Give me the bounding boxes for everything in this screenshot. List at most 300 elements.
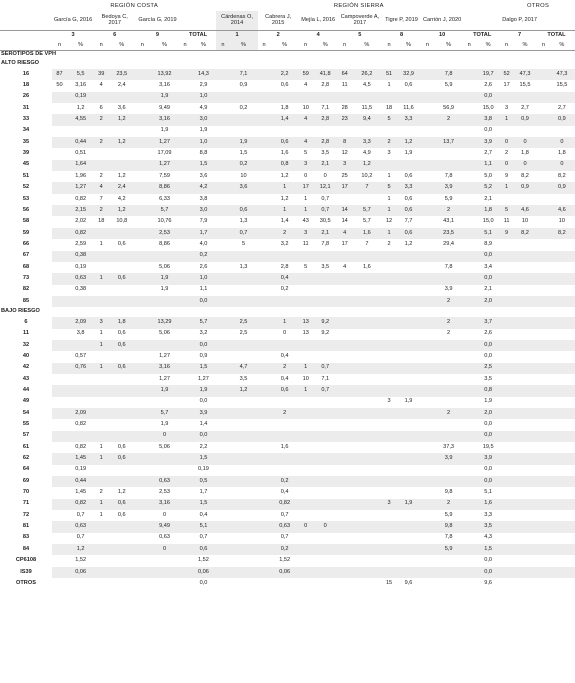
table-cell (538, 126, 549, 137)
table-cell (180, 442, 191, 453)
table-cell (463, 80, 475, 91)
table-cell (512, 363, 538, 374)
table-cell (463, 363, 475, 374)
table-cell (396, 126, 421, 137)
table-cell (512, 317, 538, 328)
table-cell (313, 476, 338, 487)
table-cell (549, 442, 575, 453)
table-cell (108, 544, 135, 555)
table-cell: 51 (382, 69, 396, 80)
table-cell (512, 285, 538, 296)
table-cell (352, 499, 382, 510)
serotype-label: 43 (22, 375, 30, 382)
table-cell (52, 453, 67, 464)
table-cell (382, 487, 396, 498)
table-cell: 9,2 (321, 330, 330, 337)
table-cell: 2 (434, 499, 463, 510)
table-cell (463, 578, 475, 589)
table-cell (135, 126, 149, 137)
table-cell (352, 431, 382, 442)
table-cell (52, 544, 67, 555)
table-cell (258, 148, 271, 159)
table-cell (299, 499, 313, 510)
table-cell: 2 (434, 317, 463, 328)
table-cell (135, 510, 149, 521)
table-cell (463, 499, 475, 510)
table-cell (501, 273, 512, 284)
table-cell (67, 578, 94, 589)
table-cell (512, 510, 538, 521)
table-cell (421, 137, 434, 148)
table-cell (421, 499, 434, 510)
table-cell (52, 431, 67, 442)
table-cell: 1,9 (404, 398, 413, 405)
table-cell (549, 465, 575, 476)
table-cell: 7 (99, 195, 103, 202)
table-cell (549, 499, 575, 510)
table-cell (421, 160, 434, 171)
table-cell (512, 487, 538, 498)
table-cell: 2,7 (521, 104, 529, 111)
table-cell: 1,1 (475, 160, 501, 171)
table-cell (313, 408, 338, 419)
table-cell (108, 476, 135, 487)
table-cell: 1 (94, 273, 108, 284)
table-cell (135, 194, 149, 205)
table-cell (538, 228, 549, 239)
table-cell (216, 296, 229, 307)
table-cell (352, 273, 382, 284)
table-cell (338, 273, 352, 284)
table-cell (352, 296, 382, 307)
table-cell (94, 431, 108, 442)
table-cell (135, 69, 149, 80)
percent-header: % (149, 41, 179, 51)
table-cell: 1,5 (190, 499, 216, 510)
table-cell (149, 296, 179, 307)
table-cell (258, 578, 271, 589)
table-cell (313, 465, 338, 476)
table-cell: 19,5 (482, 443, 494, 450)
table-cell (352, 251, 382, 262)
percent-header: % (108, 41, 135, 51)
table-cell (421, 453, 434, 464)
table-cell (512, 544, 538, 555)
table-cell (463, 555, 475, 566)
table-cell: 0 (149, 544, 179, 555)
table-cell (94, 262, 108, 273)
table-cell (135, 487, 149, 498)
table-cell (501, 431, 512, 442)
table-cell (463, 216, 475, 227)
table-cell (258, 499, 271, 510)
table-cell: 1 (271, 182, 299, 193)
table-cell: 5 (304, 150, 308, 157)
table-row (0, 329, 575, 340)
table-cell (352, 340, 382, 351)
table-cell: 0,0 (475, 251, 501, 262)
table-cell: 0 (162, 511, 167, 518)
table-cell: 1 (99, 330, 103, 337)
table-cell (229, 351, 257, 362)
table-cell (271, 453, 299, 464)
serotype-label: CP6108 (15, 557, 37, 564)
table-cell: 0,4 (280, 489, 289, 496)
table-cell: 1,7 (199, 489, 208, 496)
table-cell (538, 419, 549, 430)
table-cell (149, 397, 179, 408)
table-cell: 0,8 (475, 385, 501, 396)
table-cell (108, 385, 135, 396)
table-row (0, 578, 575, 589)
table-cell: 3,16 (75, 82, 87, 89)
table-cell: 1,8 (558, 150, 566, 157)
table-cell: 3 (382, 499, 396, 510)
table-cell (180, 397, 191, 408)
table-cell: 5,2 (475, 182, 501, 193)
table-cell: 2 (94, 137, 108, 148)
table-cell: 5 (382, 182, 396, 193)
table-cell (382, 408, 396, 419)
table-cell (299, 419, 313, 430)
table-cell (382, 92, 396, 103)
table-cell: 0,63 (149, 476, 179, 487)
table-cell (258, 296, 271, 307)
table-cell (52, 296, 67, 307)
table-cell (108, 262, 135, 273)
table-cell (52, 251, 67, 262)
table-cell (538, 273, 549, 284)
table-cell (135, 216, 149, 227)
table-cell (421, 296, 434, 307)
table-cell (352, 408, 382, 419)
table-cell: 0,19 (198, 466, 209, 473)
table-cell: 1,2 (280, 172, 289, 179)
table-cell (299, 285, 313, 296)
table-cell (313, 453, 338, 464)
count-header: n (538, 41, 549, 51)
table-row (0, 476, 575, 487)
table-cell (501, 521, 512, 532)
serotype-label: 57 (22, 432, 30, 439)
table-cell (313, 499, 338, 510)
table-cell (538, 555, 549, 566)
table-cell: 8,2 (549, 228, 575, 239)
table-cell: 3 (387, 398, 391, 405)
table-cell (396, 329, 421, 340)
table-cell (396, 385, 421, 396)
table-cell (94, 397, 108, 408)
table-cell (512, 340, 538, 351)
table-cell (258, 262, 271, 273)
table-cell (501, 397, 512, 408)
serotype-label: 56 (22, 206, 30, 213)
table-row (0, 171, 575, 182)
table-cell (229, 273, 257, 284)
table-cell (421, 148, 434, 159)
table-cell: 1 (387, 195, 391, 202)
table-cell (463, 385, 475, 396)
table-cell (258, 510, 271, 521)
table-cell: 1 (99, 443, 103, 450)
table-cell: 0,57 (75, 352, 87, 359)
table-cell (421, 431, 434, 442)
section-header-bajo: BAJO RIESGO (1, 308, 40, 315)
table-cell (229, 510, 257, 521)
table-cell (108, 296, 135, 307)
table-row (0, 510, 575, 521)
table-cell: 13,7 (434, 137, 463, 148)
table-cell: 3,6 (199, 172, 208, 179)
table-row (0, 397, 575, 408)
table-cell: 1 (99, 240, 103, 247)
table-cell: 5,0 (484, 172, 493, 179)
table-cell (382, 533, 396, 544)
serotype-label: 67 (22, 252, 30, 259)
table-cell: 3,5 (484, 375, 493, 382)
table-cell (216, 544, 229, 555)
table-cell (216, 171, 229, 182)
table-cell: 0 (304, 172, 308, 179)
table-cell (352, 578, 382, 589)
table-cell (52, 374, 67, 385)
table-cell (352, 317, 382, 328)
table-cell (52, 194, 67, 205)
table-cell (512, 555, 538, 566)
table-cell: 64 (338, 69, 352, 80)
table-cell (538, 251, 549, 262)
table-cell (52, 126, 67, 137)
table-cell (108, 533, 135, 544)
table-cell (135, 555, 149, 566)
table-cell (313, 351, 338, 362)
serotype-label: 33 (22, 116, 30, 123)
table-cell: 13,29 (149, 317, 179, 328)
serotype-label: 26 (22, 93, 30, 100)
table-cell (313, 578, 338, 589)
table-cell (538, 351, 549, 362)
table-cell (538, 476, 549, 487)
table-cell (538, 578, 549, 589)
table-cell: 2,5 (229, 317, 257, 328)
table-cell (180, 533, 191, 544)
table-cell: 8,2 (512, 228, 538, 239)
table-cell: 4 (304, 82, 308, 89)
table-cell: 2,6 (484, 82, 493, 89)
table-cell: 0,63 (67, 273, 94, 284)
table-cell (352, 419, 382, 430)
table-cell: 6 (99, 104, 103, 111)
study-id-header: 6 (113, 32, 117, 39)
table-cell (229, 397, 257, 408)
table-cell (463, 251, 475, 262)
table-cell (463, 442, 475, 453)
table-cell (396, 521, 421, 532)
table-cell: 1,9 (404, 150, 413, 157)
table-cell (135, 317, 149, 328)
table-cell (549, 296, 575, 307)
table-cell (271, 397, 299, 408)
table-cell: 1,4 (271, 114, 299, 125)
table-cell (421, 442, 434, 453)
serotype-label: 81 (22, 523, 30, 530)
study-id-header: 9 (155, 32, 160, 39)
table-cell: 1,52 (198, 557, 209, 564)
table-cell (382, 521, 396, 532)
table-cell (338, 555, 352, 566)
table-cell: 0,0 (475, 92, 501, 103)
table-cell: 4 (343, 263, 347, 270)
table-cell: 0,7 (280, 511, 289, 518)
table-cell: 1,2 (229, 385, 257, 396)
table-cell (538, 194, 549, 205)
table-cell (94, 374, 108, 385)
serotype-label: 54 (22, 409, 30, 416)
table-cell (52, 385, 67, 396)
table-cell (108, 126, 135, 137)
table-cell (180, 408, 191, 419)
table-cell: 0 (512, 160, 538, 171)
table-cell (180, 374, 191, 385)
table-cell (216, 453, 229, 464)
table-cell: 10 (302, 104, 309, 111)
table-cell (180, 137, 191, 148)
serotype-label: 51 (22, 172, 30, 179)
table-cell (52, 239, 67, 250)
table-cell (396, 273, 421, 284)
table-cell: 0,38 (75, 286, 87, 293)
table-cell (229, 521, 257, 532)
study-id-header: 4 (316, 32, 320, 39)
table-cell: 0,44 (67, 476, 94, 487)
study-dalgo-2017: Dalgo P, 2017 (501, 11, 538, 31)
table-cell (299, 397, 313, 408)
table-cell (538, 239, 549, 250)
table-cell (338, 340, 352, 351)
table-cell (396, 465, 421, 476)
serotype-label: 73 (22, 274, 30, 281)
table-cell: 43,1 (443, 218, 455, 225)
table-cell (463, 262, 475, 273)
table-cell (258, 363, 271, 374)
table-cell (396, 317, 421, 328)
table-cell (216, 351, 229, 362)
table-cell (382, 544, 396, 555)
serotype-label: 35 (22, 138, 30, 145)
table-cell (421, 340, 434, 351)
table-cell: 0,4 (199, 511, 208, 518)
table-cell: 26,2 (352, 69, 382, 80)
table-cell (299, 544, 313, 555)
table-cell (382, 374, 396, 385)
table-cell: 0,0 (190, 296, 216, 307)
table-cell (338, 442, 352, 453)
table-cell: 3,8 (76, 330, 85, 337)
table-cell (352, 453, 382, 464)
table-cell: 7 (365, 240, 369, 247)
table-cell (501, 578, 512, 589)
table-cell: 0,06 (271, 567, 299, 578)
study-tigre-2019: Tigre P, 2019 (382, 11, 421, 31)
study-cabrera-2015: Cabrera J, 2015 (258, 11, 299, 31)
table-cell (94, 408, 108, 419)
table-cell (229, 487, 257, 498)
table-cell: 1,2 (108, 137, 135, 148)
table-cell: 5,9 (444, 511, 453, 518)
table-cell (216, 137, 229, 148)
table-cell (52, 567, 67, 578)
table-cell (421, 419, 434, 430)
table-cell (52, 555, 67, 566)
table-cell (538, 171, 549, 182)
table-cell (421, 92, 434, 103)
table-cell: 0 (323, 172, 327, 179)
table-cell (135, 273, 149, 284)
table-cell: 0,82 (75, 421, 87, 428)
table-cell (216, 114, 229, 125)
table-cell (382, 385, 396, 396)
table-cell (216, 182, 229, 193)
table-cell (501, 453, 512, 464)
table-cell: 5,06 (159, 263, 170, 270)
table-cell (258, 374, 271, 385)
table-cell: 10 (302, 375, 309, 382)
table-cell: 1 (271, 317, 299, 328)
table-cell (463, 160, 475, 171)
table-cell: 0 (549, 160, 575, 171)
table-cell: 0 (512, 137, 538, 148)
serotype-label: 66 (22, 240, 30, 247)
table-cell (216, 555, 229, 566)
table-cell (180, 340, 191, 351)
table-cell (52, 510, 67, 521)
table-cell: 2 (382, 137, 396, 148)
table-cell (216, 273, 229, 284)
table-cell (421, 555, 434, 566)
table-cell: 2 (434, 205, 463, 216)
table-cell (382, 273, 396, 284)
table-cell: 5 (501, 205, 512, 216)
table-cell (434, 160, 463, 171)
table-cell (313, 419, 338, 430)
table-cell (258, 351, 271, 362)
table-cell (512, 374, 538, 385)
study-id-header: 8 (399, 32, 404, 39)
table-cell (313, 555, 338, 566)
table-cell: 1 (299, 363, 313, 374)
table-cell (108, 374, 135, 385)
table-cell (549, 126, 575, 137)
table-cell (180, 69, 191, 80)
table-cell: 2 (99, 172, 103, 179)
table-cell: 3,9 (190, 408, 216, 419)
table-cell: 4,6 (549, 205, 575, 216)
table-cell (549, 351, 575, 362)
table-cell (501, 408, 512, 419)
table-cell (463, 476, 475, 487)
table-cell (135, 114, 149, 125)
table-row (0, 92, 575, 103)
table-cell (352, 510, 382, 521)
table-cell (299, 351, 313, 362)
table-cell (501, 510, 512, 521)
table-cell (382, 555, 396, 566)
table-cell: 0,9 (199, 352, 208, 359)
table-cell: 2,1 (313, 160, 338, 171)
table-cell (338, 374, 352, 385)
table-cell (52, 148, 67, 159)
table-cell: 0,7 (76, 511, 85, 518)
